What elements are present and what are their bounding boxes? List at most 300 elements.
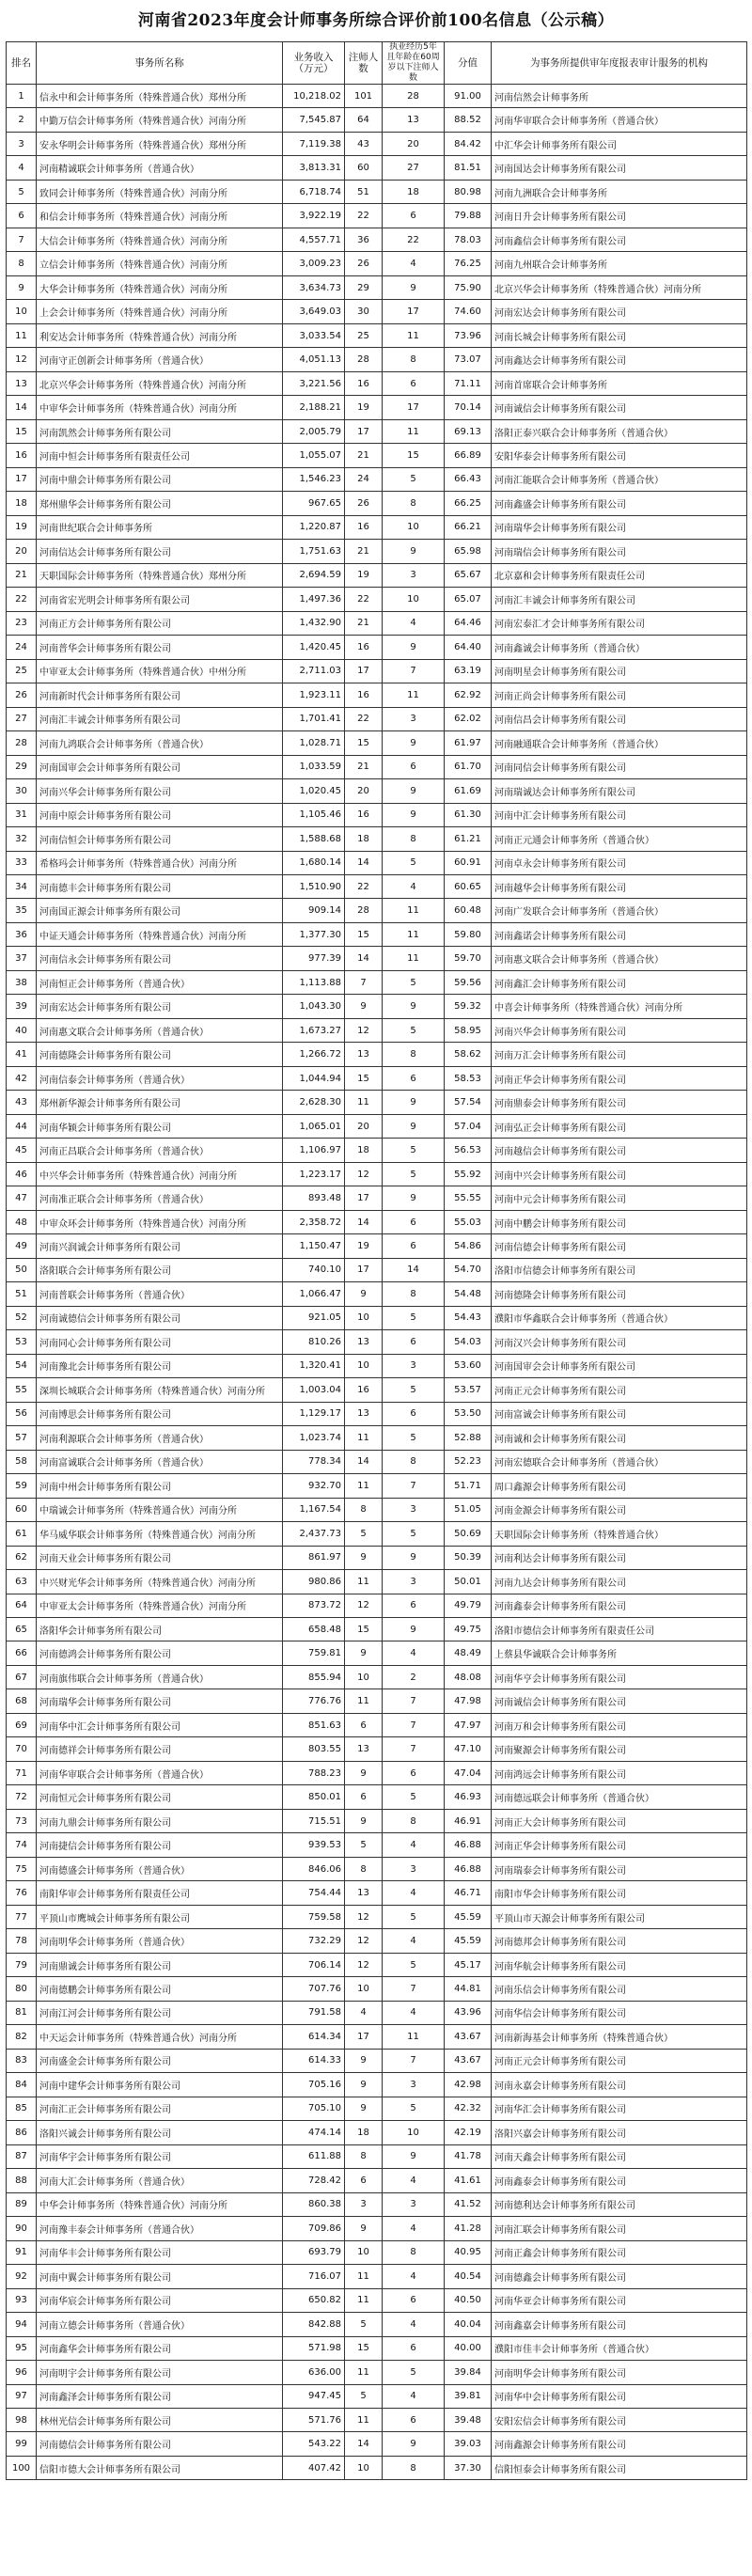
auditor-firm-cell: 北京兴华会计师事务所（特殊普通合伙）河南分所 [492, 275, 747, 299]
firm-name-cell: 郑州鼎华会计师事务所有限公司 [37, 492, 283, 515]
young-cpa-count-cell: 9 [383, 1546, 445, 1569]
auditor-firm-cell: 河南国审会会计师事务所有限公司 [492, 1354, 747, 1377]
rank-cell: 82 [7, 2025, 37, 2049]
cpa-count-cell: 17 [345, 2025, 383, 2049]
score-cell: 61.30 [445, 803, 492, 826]
revenue-cell: 732.29 [283, 1929, 345, 1953]
score-cell: 57.54 [445, 1091, 492, 1114]
young-cpa-count-cell: 7 [383, 1713, 445, 1736]
young-cpa-count-cell: 9 [383, 995, 445, 1018]
table-row [7, 2361, 747, 2384]
young-cpa-count-cell: 7 [383, 1737, 445, 1761]
score-cell: 61.21 [445, 827, 492, 851]
score-cell: 45.59 [445, 1905, 492, 1928]
table-row [7, 779, 747, 803]
table-row [7, 156, 747, 180]
cpa-count-cell: 7 [345, 970, 383, 994]
cpa-count-cell: 14 [345, 1450, 383, 1473]
young-cpa-count-cell: 5 [383, 1139, 445, 1162]
revenue-cell: 2,358.72 [283, 1210, 345, 1233]
cpa-count-cell: 3 [345, 2192, 383, 2216]
firm-name-cell: 河南鼎诚会计师事务所有限公司 [37, 1953, 283, 1976]
score-cell: 40.50 [445, 2288, 492, 2312]
auditor-firm-cell: 洛阳兴嘉会计师事务所有限公司 [492, 2121, 747, 2144]
cpa-count-cell: 13 [345, 1043, 383, 1066]
cpa-count-cell: 14 [345, 1210, 383, 1233]
table-row [7, 1378, 747, 1402]
rank-cell: 68 [7, 1689, 37, 1713]
revenue-cell: 7,545.87 [283, 108, 345, 132]
firm-name-cell: 河南诚德信会计师事务所有限公司 [37, 1306, 283, 1329]
score-cell: 45.59 [445, 1929, 492, 1953]
young-cpa-count-cell: 13 [383, 108, 445, 132]
young-cpa-count-cell: 9 [383, 275, 445, 299]
score-cell: 60.91 [445, 851, 492, 874]
revenue-cell: 967.65 [283, 492, 345, 515]
rank-cell: 86 [7, 2121, 37, 2144]
rank-cell: 7 [7, 228, 37, 251]
young-cpa-count-cell: 4 [383, 2384, 445, 2408]
cpa-count-cell: 29 [345, 275, 383, 299]
firm-name-cell: 洛阳联合会计师事务所有限公司 [37, 1258, 283, 1281]
table-row [7, 1018, 747, 1042]
rank-cell: 56 [7, 1402, 37, 1425]
auditor-firm-cell: 河南天鑫会计师事务所有限公司 [492, 2144, 747, 2168]
cpa-count-cell: 8 [345, 1498, 383, 1521]
table-row [7, 1426, 747, 1450]
score-cell: 57.04 [445, 1114, 492, 1138]
rank-cell: 25 [7, 659, 37, 683]
revenue-cell: 543.22 [283, 2432, 345, 2456]
auditor-firm-cell: 河南瑞信会计师事务所有限公司 [492, 540, 747, 563]
score-cell: 55.03 [445, 1210, 492, 1233]
cpa-count-cell: 10 [345, 2456, 383, 2479]
young-cpa-count-cell: 17 [383, 300, 445, 323]
table-row [7, 1857, 747, 1880]
revenue-cell: 1,266.72 [283, 1043, 345, 1066]
cpa-count-cell: 16 [345, 1378, 383, 1402]
rank-cell: 45 [7, 1139, 37, 1162]
revenue-cell: 977.39 [283, 947, 345, 970]
table-row [7, 755, 747, 778]
table-row [7, 2432, 747, 2456]
revenue-cell: 709.86 [283, 2217, 345, 2240]
young-cpa-count-cell: 9 [383, 1091, 445, 1114]
table-row [7, 228, 747, 251]
score-cell: 91.00 [445, 85, 492, 108]
cpa-count-cell: 11 [345, 1689, 383, 1713]
firm-name-cell: 河南新时代会计师事务所有限公司 [37, 683, 283, 707]
auditor-firm-cell: 河南鑫源会计师事务所有限公司 [492, 2432, 747, 2456]
table-row [7, 970, 747, 994]
young-cpa-count-cell: 4 [383, 1929, 445, 1953]
young-cpa-count-cell: 3 [383, 707, 445, 730]
score-cell: 74.60 [445, 300, 492, 323]
revenue-cell: 1,150.47 [283, 1234, 345, 1258]
auditor-firm-cell: 河南长城会计师事务所有限公司 [492, 323, 747, 347]
young-cpa-count-cell: 6 [383, 1066, 445, 1090]
table-row [7, 85, 747, 108]
cpa-count-cell: 28 [345, 899, 383, 922]
cpa-count-cell: 30 [345, 300, 383, 323]
rank-cell: 71 [7, 1761, 37, 1784]
table-row [7, 371, 747, 395]
table-row [7, 1833, 747, 1857]
rank-cell: 40 [7, 1018, 37, 1042]
firm-name-cell: 河南德丰会计师事务所有限公司 [37, 874, 283, 898]
rank-cell: 64 [7, 1594, 37, 1617]
revenue-cell: 846.06 [283, 1857, 345, 1880]
young-cpa-count-cell: 4 [383, 611, 445, 635]
auditor-firm-cell: 河南鑫达会计师事务所有限公司 [492, 348, 747, 371]
cpa-count-cell: 9 [345, 1809, 383, 1832]
firm-name-cell: 大华会计师事务所（特殊普通合伙）河南分所 [37, 275, 283, 299]
auditor-firm-cell: 河南九州联合会计师事务所 [492, 252, 747, 275]
auditor-firm-cell: 河南九洲联合会计师事务所 [492, 180, 747, 203]
revenue-cell: 1,588.68 [283, 827, 345, 851]
table-row [7, 2073, 747, 2097]
cpa-count-cell: 12 [345, 1929, 383, 1953]
auditor-firm-cell: 洛阳正泰兴联合会计师事务所（普通合伙） [492, 419, 747, 443]
young-cpa-count-cell: 8 [383, 1282, 445, 1306]
rank-cell: 13 [7, 371, 37, 395]
score-cell: 73.96 [445, 323, 492, 347]
auditor-firm-cell: 河南华信会计师事务所有限公司 [492, 2001, 747, 2024]
auditor-firm-cell: 河南融通联合会计师事务所（普通合伙） [492, 731, 747, 755]
firm-name-cell: 河南九鸿联合会计师事务所（普通合伙） [37, 731, 283, 755]
auditor-firm-cell: 河南日升会计师事务所有限公司 [492, 204, 747, 228]
cpa-count-cell: 26 [345, 252, 383, 275]
firm-name-cell: 河南利源联合会计师事务所（普通合伙） [37, 1426, 283, 1450]
table-row [7, 1905, 747, 1928]
cpa-count-cell: 11 [345, 2265, 383, 2288]
auditor-firm-cell: 河南鑫泰会计师事务所有限公司 [492, 2169, 747, 2192]
auditor-firm-cell: 河南国达会计师事务所有限公司 [492, 156, 747, 180]
rank-cell: 46 [7, 1162, 37, 1186]
rank-cell: 57 [7, 1426, 37, 1450]
table-row [7, 1498, 747, 1521]
score-cell: 58.53 [445, 1066, 492, 1090]
firm-name-cell: 河南国审会会计师事务所有限公司 [37, 755, 283, 778]
firm-name-cell: 河南九鼎会计师事务所有限公司 [37, 1809, 283, 1832]
firm-name-cell: 河南准正联合会计师事务所（普通合伙） [37, 1186, 283, 1210]
rank-cell: 59 [7, 1474, 37, 1498]
rank-cell: 51 [7, 1282, 37, 1306]
young-cpa-count-cell: 4 [383, 1641, 445, 1665]
young-cpa-count-cell: 9 [383, 731, 445, 755]
revenue-cell: 2,711.03 [283, 659, 345, 683]
young-cpa-count-cell: 17 [383, 396, 445, 419]
young-cpa-count-cell: 9 [383, 1618, 445, 1641]
rank-cell: 24 [7, 636, 37, 659]
cpa-count-cell: 13 [345, 1737, 383, 1761]
firm-name-cell: 河南信泰会计师事务所（普通合伙） [37, 1066, 283, 1090]
firm-name-cell: 河南惠文联合会计师事务所（普通合伙） [37, 1018, 283, 1042]
score-cell: 41.52 [445, 2192, 492, 2216]
young-cpa-count-cell: 6 [383, 1594, 445, 1617]
table-row [7, 1761, 747, 1784]
revenue-cell: 1,033.59 [283, 755, 345, 778]
revenue-cell: 706.14 [283, 1953, 345, 1976]
table-row [7, 803, 747, 826]
score-cell: 64.40 [445, 636, 492, 659]
auditor-firm-cell: 河南正鑫会计师事务所有限公司 [492, 2240, 747, 2264]
rank-cell: 91 [7, 2240, 37, 2264]
rank-cell: 78 [7, 1929, 37, 1953]
firm-name-cell: 河南瑞华会计师事务所有限公司 [37, 1689, 283, 1713]
firm-name-cell: 中天运会计师事务所（特殊普通合伙）河南分所 [37, 2025, 283, 2049]
cpa-count-cell: 9 [345, 1641, 383, 1665]
score-cell: 41.61 [445, 2169, 492, 2192]
auditor-firm-cell: 河南正大会计师事务所有限公司 [492, 1809, 747, 1832]
rank-cell: 90 [7, 2217, 37, 2240]
young-cpa-count-cell: 5 [383, 1018, 445, 1042]
score-cell: 61.70 [445, 755, 492, 778]
firm-name-cell: 河南华宸会计师事务所有限公司 [37, 2288, 283, 2312]
auditor-firm-cell: 安阳宏信会计师事务所有限公司 [492, 2408, 747, 2431]
score-cell: 80.98 [445, 180, 492, 203]
revenue-cell: 3,813.31 [283, 156, 345, 180]
table-row [7, 2121, 747, 2144]
score-cell: 51.05 [445, 1498, 492, 1521]
rank-cell: 37 [7, 947, 37, 970]
auditor-firm-cell: 信阳恒泰会计师事务所有限公司 [492, 2456, 747, 2479]
cpa-count-cell: 20 [345, 1114, 383, 1138]
young-cpa-count-cell: 9 [383, 2144, 445, 2168]
revenue-cell: 791.58 [283, 2001, 345, 2024]
revenue-cell: 754.44 [283, 1881, 345, 1905]
rank-cell: 15 [7, 419, 37, 443]
firm-name-cell: 河南富诚联合会计师事务所（普通合伙） [37, 1450, 283, 1473]
cpa-count-cell: 17 [345, 659, 383, 683]
rank-cell: 41 [7, 1043, 37, 1066]
column-header: 注师人数 [345, 42, 383, 85]
young-cpa-count-cell: 6 [383, 2408, 445, 2431]
cpa-count-cell: 22 [345, 707, 383, 730]
auditor-firm-cell: 河南信昌会计师事务所有限公司 [492, 707, 747, 730]
rank-cell: 18 [7, 492, 37, 515]
revenue-cell: 571.76 [283, 2408, 345, 2431]
firm-name-cell: 河南恒元会计师事务所有限公司 [37, 1785, 283, 1809]
table-row [7, 323, 747, 347]
young-cpa-count-cell: 4 [383, 874, 445, 898]
revenue-cell: 4,051.13 [283, 348, 345, 371]
score-cell: 53.60 [445, 1354, 492, 1377]
firm-name-cell: 河南博思会计师事务所有限公司 [37, 1402, 283, 1425]
auditor-firm-cell: 河南正元会计师事务所有限公司 [492, 2049, 747, 2072]
column-header: 分值 [445, 42, 492, 85]
auditor-firm-cell: 河南德鑫会计师事务所有限公司 [492, 2265, 747, 2288]
cpa-count-cell: 13 [345, 1881, 383, 1905]
revenue-cell: 1,055.07 [283, 444, 345, 467]
cpa-count-cell: 10 [345, 1354, 383, 1377]
young-cpa-count-cell: 6 [383, 2288, 445, 2312]
firm-name-cell: 河南德隆会计师事务所有限公司 [37, 1043, 283, 1066]
firm-name-cell: 河南德祥会计师事务所有限公司 [37, 1737, 283, 1761]
revenue-cell: 3,634.73 [283, 275, 345, 299]
rank-cell: 79 [7, 1953, 37, 1976]
auditor-firm-cell: 河南同信会计师事务所有限公司 [492, 755, 747, 778]
rank-cell: 73 [7, 1809, 37, 1832]
score-cell: 50.01 [445, 1570, 492, 1594]
firm-name-cell: 河南旗伟联合会计师事务所（普通合伙） [37, 1665, 283, 1689]
score-cell: 43.67 [445, 2049, 492, 2072]
score-cell: 79.88 [445, 204, 492, 228]
rank-cell: 55 [7, 1378, 37, 1402]
score-cell: 48.08 [445, 1665, 492, 1689]
young-cpa-count-cell: 4 [383, 2313, 445, 2336]
score-cell: 76.25 [445, 252, 492, 275]
rank-cell: 10 [7, 300, 37, 323]
auditor-firm-cell: 河南金源会计师事务所有限公司 [492, 1498, 747, 1521]
table-row [7, 1977, 747, 2001]
score-cell: 37.30 [445, 2456, 492, 2479]
revenue-cell: 614.34 [283, 2025, 345, 2049]
cpa-count-cell: 13 [345, 1402, 383, 1425]
revenue-cell: 1,320.41 [283, 1354, 345, 1377]
auditor-firm-cell: 河南鼎泰会计师事务所有限公司 [492, 1091, 747, 1114]
rank-cell: 2 [7, 108, 37, 132]
auditor-firm-cell: 河南德隆会计师事务所有限公司 [492, 1282, 747, 1306]
table-row [7, 922, 747, 946]
table-row [7, 683, 747, 707]
cpa-count-cell: 51 [345, 180, 383, 203]
score-cell: 54.70 [445, 1258, 492, 1281]
table-row [7, 252, 747, 275]
revenue-cell: 778.34 [283, 1450, 345, 1473]
table-row [7, 1282, 747, 1306]
revenue-cell: 1,129.17 [283, 1402, 345, 1425]
cpa-count-cell: 14 [345, 947, 383, 970]
auditor-firm-cell: 洛阳市德信会计师事务所有限责任公司 [492, 1618, 747, 1641]
score-cell: 53.50 [445, 1402, 492, 1425]
firm-name-cell: 河南中恒会计师事务所有限责任公司 [37, 444, 283, 467]
cpa-count-cell: 9 [345, 995, 383, 1018]
score-cell: 66.21 [445, 515, 492, 539]
young-cpa-count-cell: 8 [383, 1043, 445, 1066]
revenue-cell: 6,718.74 [283, 180, 345, 203]
young-cpa-count-cell: 11 [383, 922, 445, 946]
score-cell: 41.28 [445, 2217, 492, 2240]
table-row [7, 2049, 747, 2072]
firm-name-cell: 中审亚太会计师事务所（特殊普通合伙）中州分所 [37, 659, 283, 683]
cpa-count-cell: 5 [345, 1522, 383, 1546]
rank-cell: 92 [7, 2265, 37, 2288]
rank-cell: 34 [7, 874, 37, 898]
rank-cell: 84 [7, 2073, 37, 2097]
auditor-firm-cell: 河南汉兴会计师事务所有限公司 [492, 1330, 747, 1354]
auditor-firm-cell: 河南德邦会计师事务所有限公司 [492, 1929, 747, 1953]
young-cpa-count-cell: 18 [383, 180, 445, 203]
revenue-cell: 893.48 [283, 1186, 345, 1210]
revenue-cell: 1,701.41 [283, 707, 345, 730]
score-cell: 49.79 [445, 1594, 492, 1617]
revenue-cell: 614.33 [283, 2049, 345, 2072]
firm-name-cell: 平顶山市鹰城会计师事务所有限公司 [37, 1905, 283, 1928]
cpa-count-cell: 10 [345, 1665, 383, 1689]
score-cell: 59.56 [445, 970, 492, 994]
young-cpa-count-cell: 3 [383, 1498, 445, 1521]
revenue-cell: 2,628.30 [283, 1091, 345, 1114]
firm-name-cell: 河南信达会计师事务所有限公司 [37, 540, 283, 563]
auditor-firm-cell: 河南明星会计师事务所有限公司 [492, 659, 747, 683]
table-row [7, 492, 747, 515]
auditor-firm-cell: 平顶山市天源会计师事务所有限公司 [492, 1905, 747, 1928]
cpa-count-cell: 17 [345, 1186, 383, 1210]
score-cell: 61.69 [445, 779, 492, 803]
table-row [7, 899, 747, 922]
revenue-cell: 571.98 [283, 2336, 345, 2360]
score-cell: 65.07 [445, 588, 492, 611]
cpa-count-cell: 19 [345, 1234, 383, 1258]
cpa-count-cell: 10 [345, 1306, 383, 1329]
rank-cell: 67 [7, 1665, 37, 1689]
cpa-count-cell: 16 [345, 371, 383, 395]
score-cell: 46.88 [445, 1857, 492, 1880]
table-row [7, 2001, 747, 2024]
young-cpa-count-cell: 2 [383, 1665, 445, 1689]
revenue-cell: 1,751.63 [283, 540, 345, 563]
cpa-count-cell: 28 [345, 348, 383, 371]
rank-cell: 11 [7, 323, 37, 347]
revenue-cell: 1,066.47 [283, 1282, 345, 1306]
firm-name-cell: 河南明宇会计师事务所有限公司 [37, 2361, 283, 2384]
firm-name-cell: 河南明华会计师事务所（普通合伙） [37, 1929, 283, 1953]
cpa-count-cell: 64 [345, 108, 383, 132]
auditor-firm-cell: 河南富诚会计师事务所有限公司 [492, 1402, 747, 1425]
young-cpa-count-cell: 7 [383, 2049, 445, 2072]
rank-cell: 81 [7, 2001, 37, 2024]
rank-cell: 94 [7, 2313, 37, 2336]
revenue-cell: 715.51 [283, 1809, 345, 1832]
score-cell: 88.52 [445, 108, 492, 132]
rank-cell: 72 [7, 1785, 37, 1809]
firm-name-cell: 河南守正创新会计师事务所（普通合伙） [37, 348, 283, 371]
cpa-count-cell: 9 [345, 2073, 383, 2097]
young-cpa-count-cell: 5 [383, 851, 445, 874]
cpa-count-cell: 8 [345, 2144, 383, 2168]
revenue-cell: 2,694.59 [283, 563, 345, 587]
cpa-count-cell: 22 [345, 588, 383, 611]
young-cpa-count-cell: 5 [383, 1426, 445, 1450]
auditor-firm-cell: 北京嘉和会计师事务所有限责任公司 [492, 563, 747, 587]
table-row [7, 1809, 747, 1832]
rank-cell: 31 [7, 803, 37, 826]
rank-cell: 83 [7, 2049, 37, 2072]
cpa-count-cell: 12 [345, 1018, 383, 1042]
header-row [7, 42, 747, 85]
firm-name-cell: 河南天业会计师事务所有限公司 [37, 1546, 283, 1569]
firm-name-cell: 河南精诚联会计师事务所（普通合伙） [37, 156, 283, 180]
rank-cell: 36 [7, 922, 37, 946]
score-cell: 52.88 [445, 1426, 492, 1450]
auditor-firm-cell: 河南瑞泰会计师事务所有限公司 [492, 1857, 747, 1880]
rank-cell: 38 [7, 970, 37, 994]
rank-cell: 99 [7, 2432, 37, 2456]
table-row [7, 275, 747, 299]
score-cell: 69.13 [445, 419, 492, 443]
rank-cell: 63 [7, 1570, 37, 1594]
table-row [7, 2456, 747, 2479]
table-row [7, 659, 747, 683]
auditor-firm-cell: 河南利达会计师事务所有限公司 [492, 1546, 747, 1569]
auditor-firm-cell: 河南鑫嘉会计师事务所有限公司 [492, 2313, 747, 2336]
firm-name-cell: 中瑞诚会计师事务所（特殊普通合伙）河南分所 [37, 1498, 283, 1521]
firm-name-cell: 洛阳兴诚会计师事务所有限公司 [37, 2121, 283, 2144]
table-row [7, 707, 747, 730]
auditor-firm-cell: 中汇华会计师事务所有限公司 [492, 132, 747, 155]
rank-cell: 98 [7, 2408, 37, 2431]
